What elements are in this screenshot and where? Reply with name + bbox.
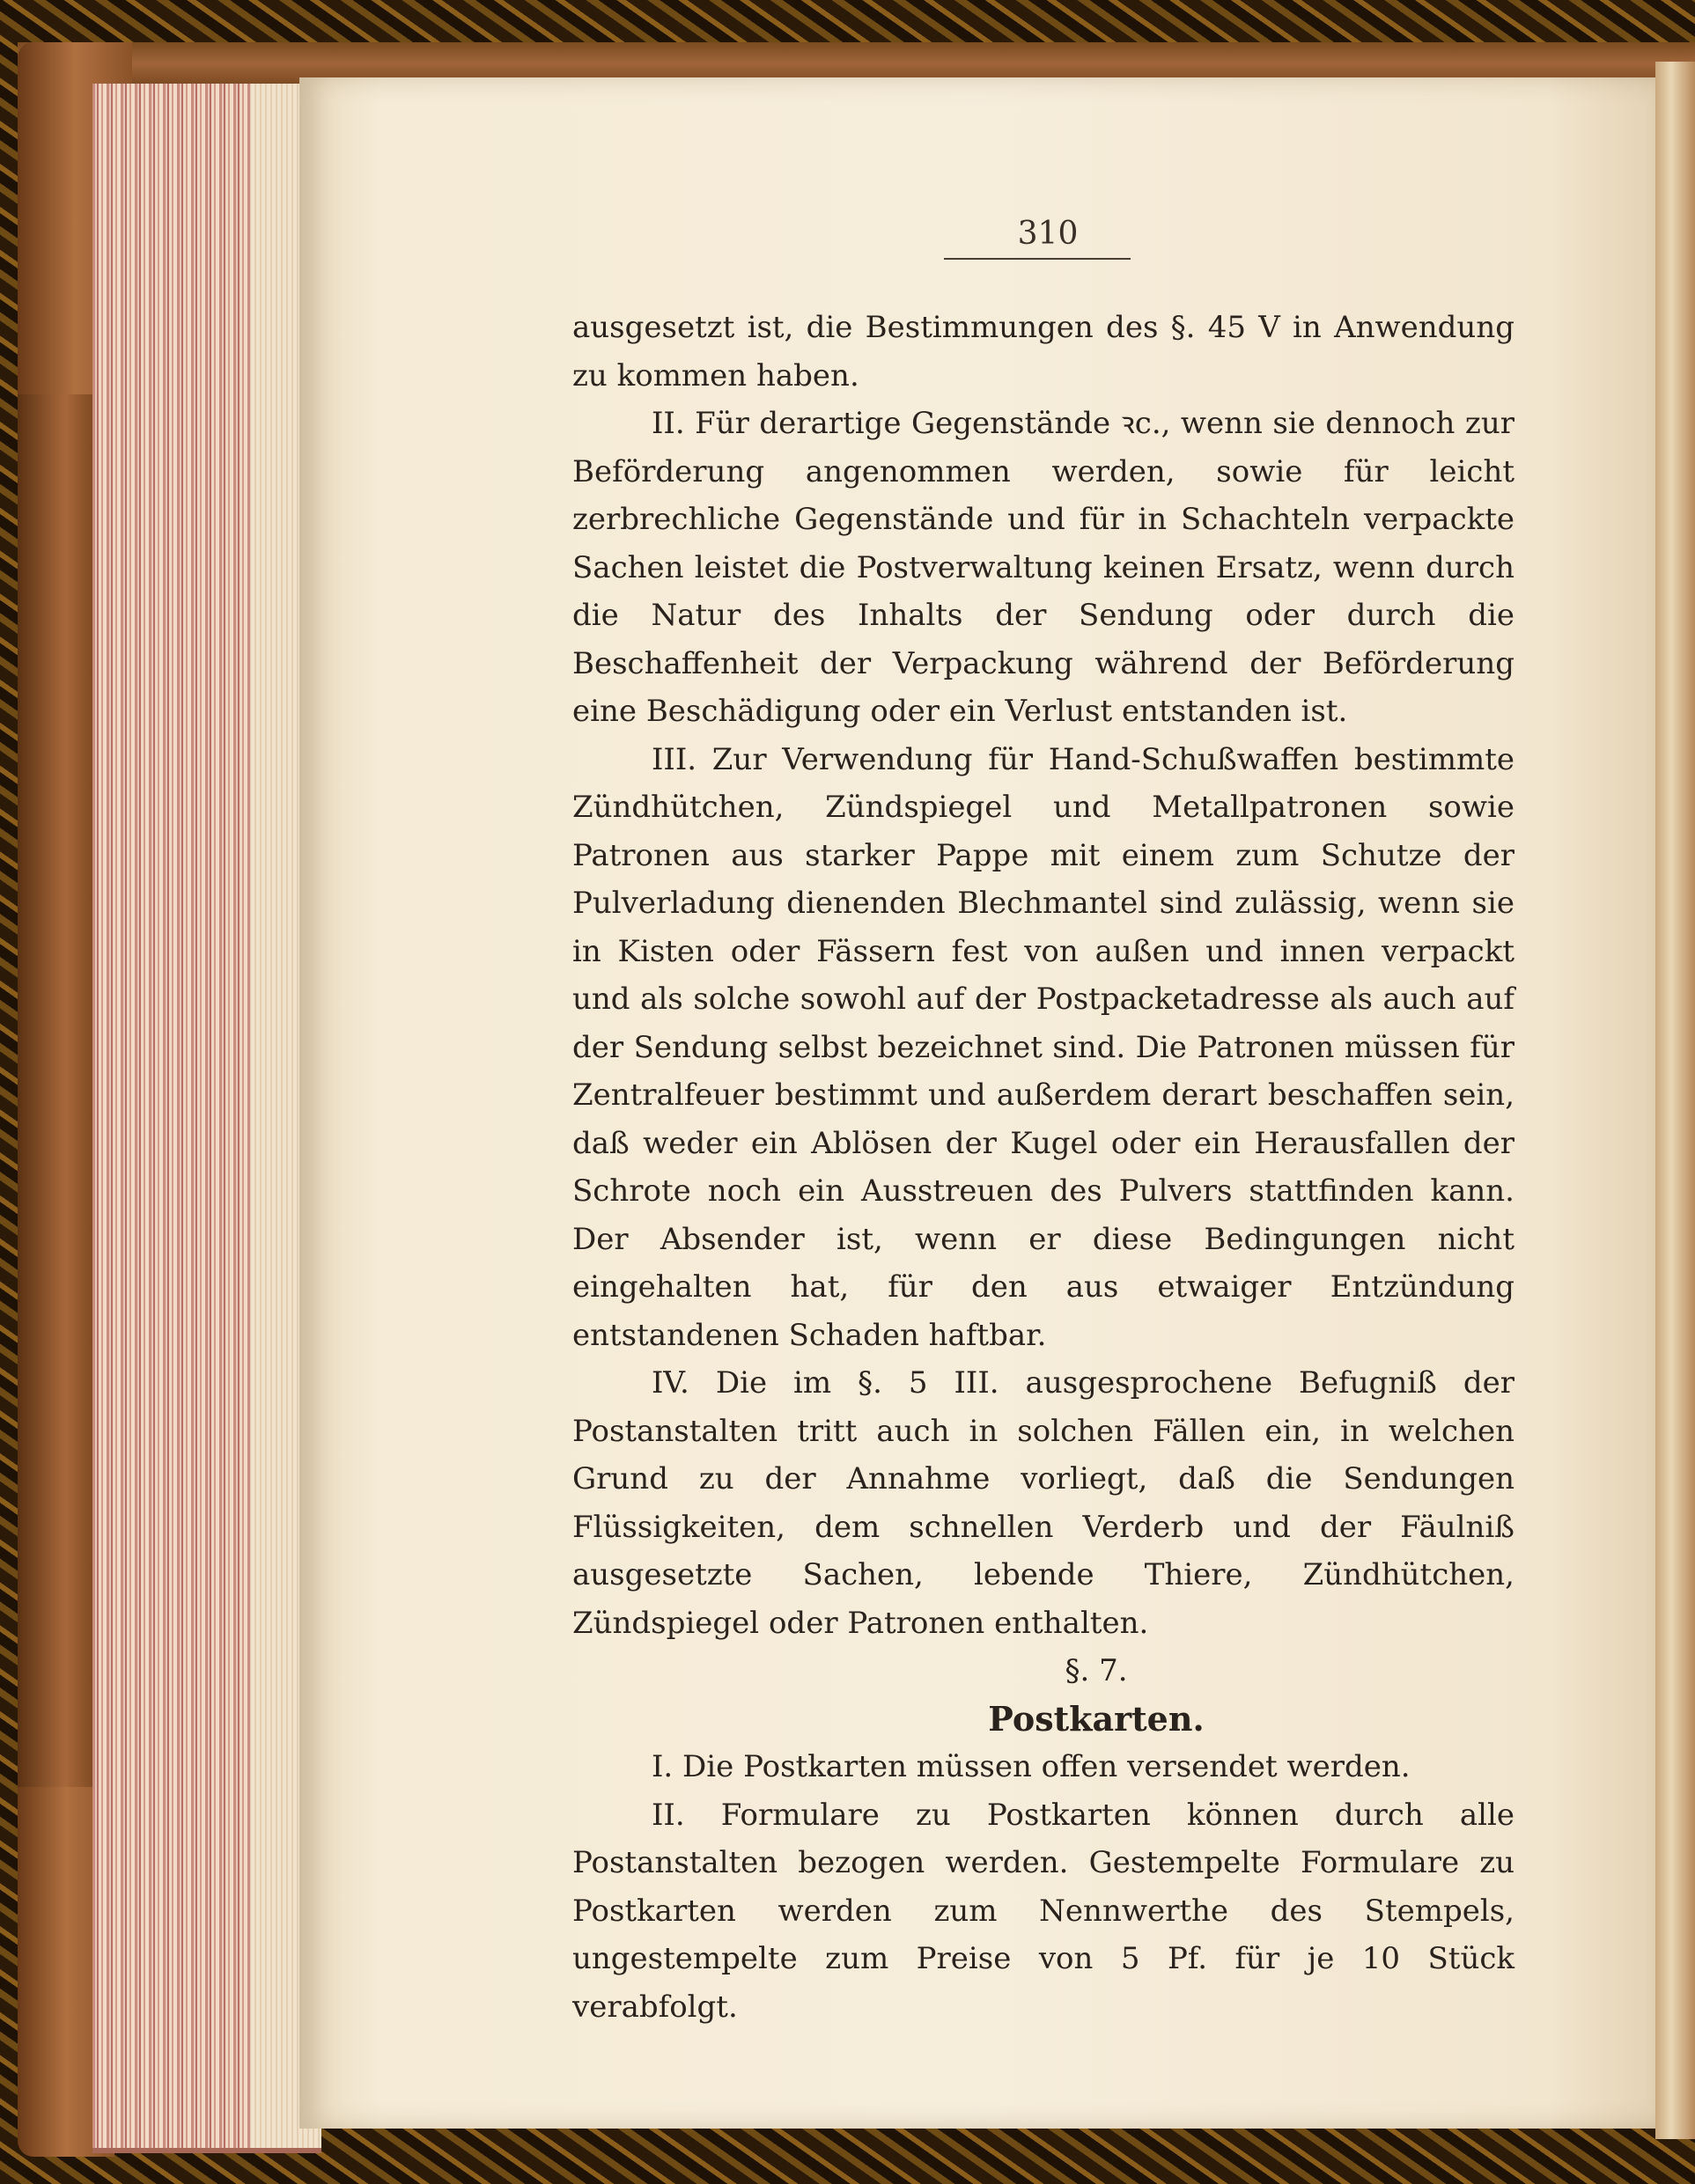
page-number-rule (944, 258, 1131, 260)
section-title: Postkarten. (988, 1698, 1205, 1739)
section-paragraph-i: I. Die Postkarten müssen offen versendet werden. (652, 1749, 1411, 1784)
paragraph-iv: IV. Die im §. 5 III. ausgesprochene Befugniß der Postanstalten tritt auch in solchen Fällen ein, in welchen Grund zu der Annahme vorliegt, daß die Sendungen Flüssigkeiten, dem schnellen Verderb und der Fäulniß ausgesetzte Sachen, lebende Thiere, Zündhütchen, Zündspiegel oder Patronen enthalten. (572, 1365, 1514, 1641)
page-stack-edges (92, 84, 321, 2153)
paragraph-continuation: ausgesetzt ist, die Bestimmungen des §. 45 V in Anwendung zu kommen haben. (572, 310, 1514, 393)
page-text (572, 304, 1514, 2031)
section-number: §. 7. (1065, 1653, 1128, 1688)
paragraph-ii: II. Für derartige Gegenstände ꝛc., wenn sie dennoch zur Beförderung angenommen werden, sowie für leicht zerbrechliche Gegenstände und für in Schachteln verpackte Sachen leistet die Postverwaltung keinen Ersatz, wenn durch die Natur des Inhalts der Sendung oder durch die Beschaffenheit der Verpackung während der Beförderung eine Beschädigung oder ein Verlust entstanden ist. (572, 406, 1514, 729)
paragraph-iii: III. Zur Verwendung für Hand-Schußwaffen bestimmte Zündhütchen, Zündspiegel und Metallpatronen sowie Patronen aus starker Pappe mit einem zum Schutze der Pulverladung dienenden Blechmantel sind zulässig, wenn sie in Kisten oder Fässern fest von außen und innen verpackt und als solche sowohl auf der Postpacketadresse als auch auf der Sendung selbst bezeichnet sind. Die Patronen müssen für Zentralfeuer bestimmt und außerdem derart beschaffen sein, daß weder ein Ablösen der Kugel oder ein Herausfallen der Schrote noch ein Ausstreuen des Pulvers stattfinden kann. Der Absender ist, wenn er diese Bedingungen nicht eingehalten hat, für den aus etwaiger Entzündung entstandenen Schaden haftbar. (572, 741, 1514, 1353)
facing-page-edge (1655, 62, 1695, 2139)
section-paragraph-ii: II. Formulare zu Postkarten können durch alle Postanstalten bezogen werden. Gestempelte Formulare zu Postkarten werden zum Nennwerthe des Stempels, ungestempelte zum Preise von 5 Pf. für je 10 Stück verabfolgt. (572, 1797, 1514, 2025)
page-number: 310 (1017, 216, 1079, 252)
